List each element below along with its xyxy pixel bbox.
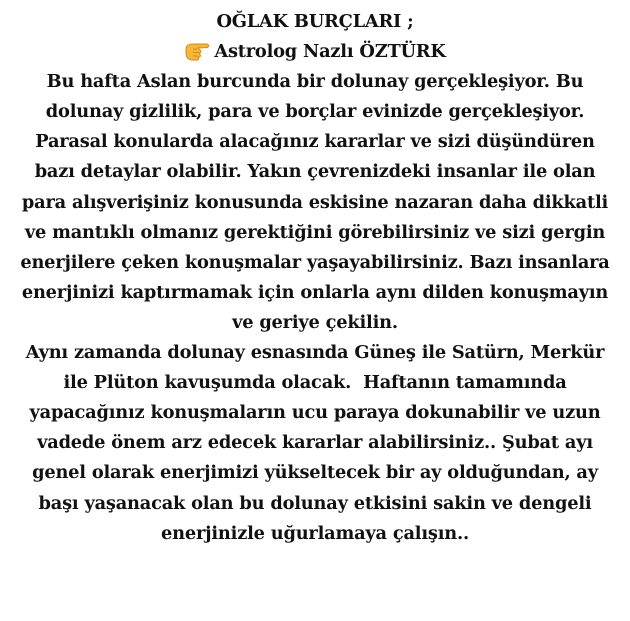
body-line: para alışverişiniz konusunda eskisine nazaran daha dikkatli	[21, 191, 609, 213]
body-line: Parasal konularda alacağınız kararlar ve sizi düşündüren	[35, 131, 595, 153]
body-line: enerjilere çeken konuşmalar yaşayabilirsiniz. Bazı insanlara	[20, 251, 610, 273]
body-line: Bu hafta Aslan burcunda bir dolunay gerçekleşiyor. Bu	[46, 71, 584, 93]
body-line: ve mantıklı olmanız gerektiğini görebilirsiniz ve sizi gergin	[24, 221, 606, 243]
body-line: vadede önem arz edecek kararlar alabilirsiniz.. Şubat ayı	[37, 432, 593, 454]
author-name: Astrolog Nazlı ÖZTÜRK	[214, 41, 446, 63]
body-line: genel olarak enerjimizi yükseltecek bir ay olduğundan, ay	[32, 462, 598, 484]
body-line: başı yaşanacak olan bu dolunay etkisini sakin ve dengeli	[38, 492, 592, 514]
body-line: bazı detaylar olabilir. Yakın çevrenizdeki insanlar ile olan	[34, 161, 596, 183]
body-line: ve geriye çekilin.	[232, 311, 398, 333]
body-line: enerjinizi kaptırmamak için onlarla aynı dilden konuşmayın	[21, 281, 609, 303]
body-line: Aynı zamanda dolunay esnasında Güneş ile Satürn, Merkür	[25, 342, 605, 364]
body-line: enerjinizle uğurlamaya çalışın..	[161, 522, 469, 544]
body-line: dolunay gizlilik, para ve borçlar evinizde gerçekleşiyor.	[45, 101, 585, 123]
author-line	[0, 37, 630, 67]
body-line: yapacağınız konuşmaların ucu paraya dokunabilir ve uzun	[29, 402, 601, 424]
pointing-hand-icon	[184, 37, 212, 61]
post-title: OĞLAK BURÇLARI ;	[216, 11, 414, 32]
body-line: ile Plüton kavuşumda olacak. Haftanın tamamında	[63, 372, 567, 394]
